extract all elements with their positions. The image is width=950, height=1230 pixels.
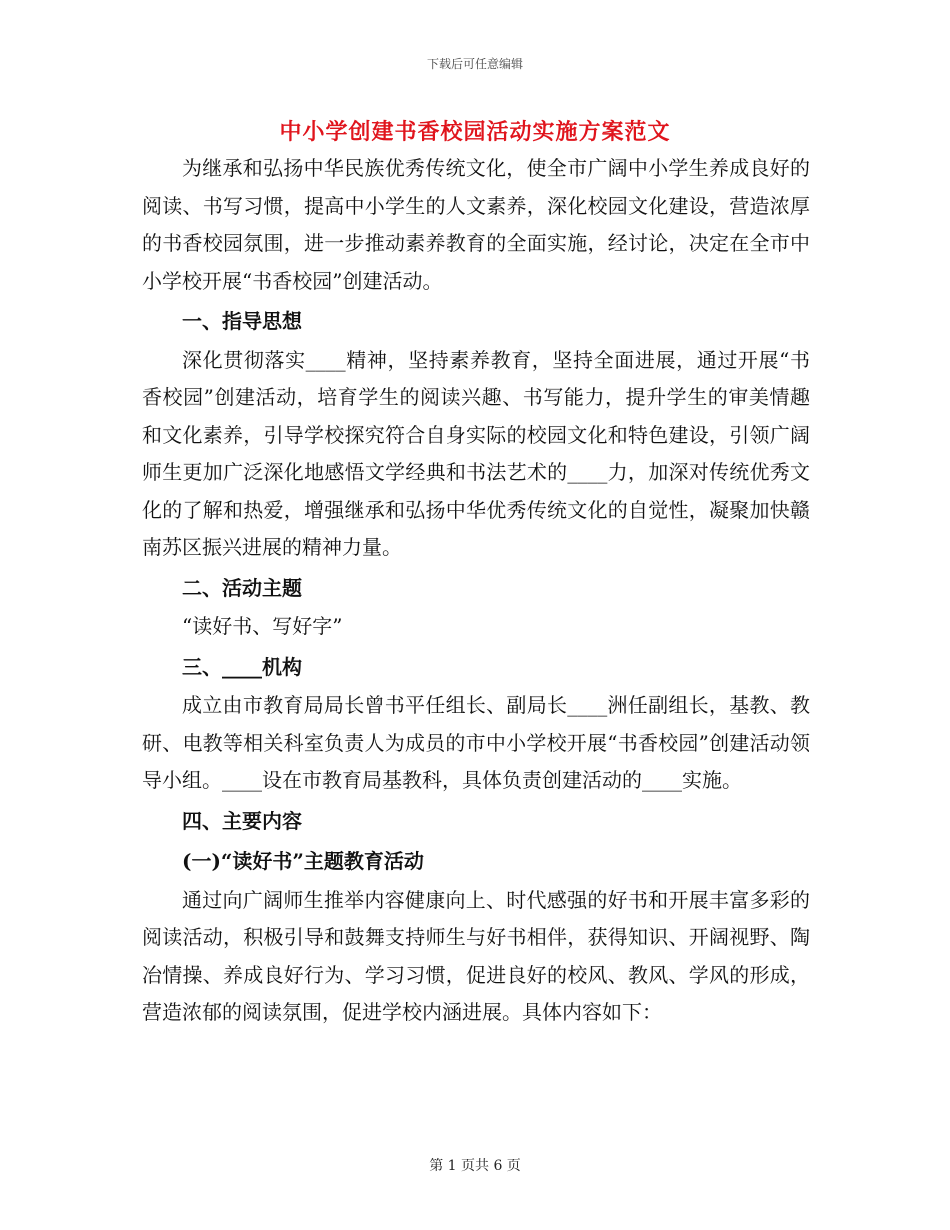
subsection-heading-read-good-books: (一)“读好书”主题教育活动 — [182, 849, 424, 873]
guiding-ideology-paragraph: 深化贯彻落实____精神，坚持素养教育，坚持全面进展，通过开展“书香校园”创建活动，培育学生的阅读兴趣、书写能力，提升学生的审美情趣和文化素养，引导学校探究符合自身实际的校园文化和特色建设，引领广阔师生更加广泛深化地感悟文学经典和书法艺术的____力，加深对传统优秀文化的了解和热爱，增强继承和弘扬中华优秀传统文化的自觉性，凝聚加快赣南苏区振兴进展的精神力量。 — [142, 347, 810, 559]
read-good-books-paragraph: 通过向广阔师生推举内容健康向上、时代感强的好书和开展丰富多彩的阅读活动，积极引导和鼓舞支持师生与好书相伴，获得知识、开阔视野、陶冶情操、养成良好行为、学习习惯，促进良好的校风、教风、学风的形成，营造浓郁的阅读氛围，促进学校内涵进展。具体内容如下： — [142, 887, 810, 1024]
intro-paragraph: 为继承和弘扬中华民族优秀传统文化，使全市广阔中小学生养成良好的阅读、书写习惯，提高中小学生的人文素养，深化校园文化建设，营造浓厚的书香校园氛围，进一步推动素养教育的全面实施，经讨论，决定在全市中小学校开展“书香校园”创建活动。 — [142, 156, 810, 293]
page-number: 第 1 页共 6 页 — [429, 1158, 521, 1174]
organization-paragraph: 成立由市教育局局长曾书平任组长、副局长____洲任副组长，基教、教研、电教等相关科室负责人为成员的市中小学校开展“书香校园”创建活动领导小组。____设在市教育局基教科，具体负责创建活动的____实施。 — [142, 693, 810, 792]
section-heading-activity-theme: 二、活动主题 — [182, 575, 302, 600]
header-note: 下载后可任意编辑 — [426, 57, 523, 71]
section-heading-guiding-ideology: 一、指导思想 — [182, 309, 302, 333]
section-heading-organization: 三、____机构 — [182, 654, 302, 679]
document-body — [142, 150, 810, 1032]
activity-theme-paragraph: “读好书、写好字” — [182, 614, 343, 638]
document-title: 中小学创建书香校园活动实施方案范文 — [279, 119, 671, 145]
section-heading-main-content: 四、主要内容 — [182, 808, 302, 833]
